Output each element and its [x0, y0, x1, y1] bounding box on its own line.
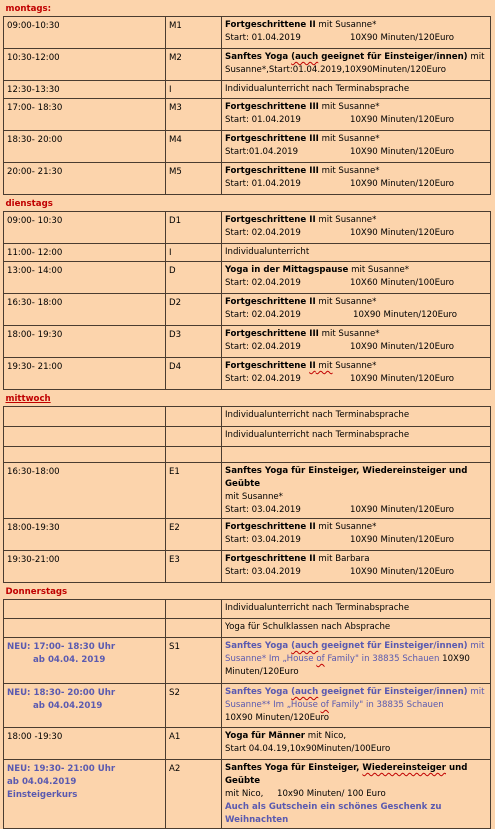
course-code: M2 [166, 49, 222, 81]
course-code: I [166, 81, 222, 99]
course-code [166, 427, 222, 447]
course-cell: Fortgeschrittene II mit Susanne* Start: 03.04.2019 10X90 Minuten/120Euro [222, 519, 491, 551]
day-heading-monday: montags: [5, 4, 52, 14]
course-cell: Fortgeschrittene III mit Susanne* Start: 01.04.2019 10X90 Minuten/120Euro [222, 163, 491, 195]
time-cell: 09:00-10:30 [4, 17, 166, 49]
course-cell: Individualunterricht nach Terminabsprache [222, 427, 491, 447]
table-row [4, 447, 491, 463]
time-cell: 18:00-19:30 [4, 519, 166, 551]
course-code: M3 [166, 99, 222, 131]
table-row [4, 81, 491, 99]
time-cell: 16:30- 18:00 [4, 294, 166, 326]
table-row [4, 17, 491, 49]
table-row [4, 600, 491, 619]
course-code: D2 [166, 294, 222, 326]
course-cell: Individualunterricht nach Terminabsprache [222, 600, 491, 619]
course-code [166, 407, 222, 427]
time-cell: 12:30-13:30 [4, 81, 166, 99]
course-code: I [166, 244, 222, 262]
time-cell: 11:00- 12:00 [4, 244, 166, 262]
course-code: D3 [166, 326, 222, 358]
course-code: E3 [166, 551, 222, 583]
course-code [166, 619, 222, 638]
course-code: E1 [166, 463, 222, 519]
time-cell: 13:00- 14:00 [4, 262, 166, 294]
course-code: A1 [166, 728, 222, 760]
course-cell: Sanftes Yoga für Einsteiger, Wiedereinsteiger und Geübte mit Nico, 10x90 Minuten/ 100 Euro Auch als Gutschein ein schönes Geschenk zu Weihnachten [222, 760, 491, 829]
course-cell: Yoga in der Mittagspause mit Susanne* Start: 02.04.2019 10X60 Minuten/100Euro [222, 262, 491, 294]
course-code: D1 [166, 212, 222, 244]
time-cell: 19:30-21:00 [4, 551, 166, 583]
table-row [4, 407, 491, 427]
table-row [4, 49, 491, 81]
table-row [4, 684, 491, 728]
time-cell: NEU: 17:00- 18:30 Uhr ab 04.04. 2019 [4, 638, 166, 684]
table-row [4, 619, 491, 638]
course-code: M4 [166, 131, 222, 163]
table-row [4, 326, 491, 358]
course-cell: Sanftes Yoga für Einsteiger, Wiedereinsteiger und Geübte mit Susanne* Start: 03.04.2019 10X90 Minuten/120Euro [222, 463, 491, 519]
table-row [4, 551, 491, 583]
time-cell: 17:00- 18:30 [4, 99, 166, 131]
table-row [4, 294, 491, 326]
course-cell: Yoga für Schulklassen nach Absprache [222, 619, 491, 638]
table-row [4, 262, 491, 294]
course-cell: Fortgeschrittene II mit Susanne* Start: 02.04.2019 10X90 Minuten/120Euro [222, 294, 491, 326]
time-cell: 18:00 -19:30 [4, 728, 166, 760]
table-row [4, 760, 491, 829]
day-heading-wednesday: mittwoch [5, 394, 51, 404]
course-code [166, 447, 222, 463]
table-row [4, 163, 491, 195]
schedule-table [3, 0, 491, 829]
course-cell: Fortgeschrittene II mit Susanne* Start: 02.04.2019 10X90 Minuten/120Euro [222, 358, 491, 390]
course-cell: Fortgeschrittene II mit Barbara Start: 03.04.2019 10X90 Minuten/120Euro [222, 551, 491, 583]
table-row [4, 728, 491, 760]
course-cell: Individualunterricht [222, 244, 491, 262]
time-cell [4, 447, 166, 463]
course-cell: Fortgeschrittene III mit Susanne* Start:01.04.2019 10X90 Minuten/120Euro [222, 131, 491, 163]
table-row [4, 244, 491, 262]
time-cell [4, 619, 166, 638]
course-cell: Fortgeschrittene II mit Susanne* Start: 01.04.2019 10X90 Minuten/120Euro [222, 17, 491, 49]
time-cell: 19:30- 21:00 [4, 358, 166, 390]
table-row [4, 358, 491, 390]
course-cell: Fortgeschrittene III mit Susanne* Start: 01.04.2019 10X90 Minuten/120Euro [222, 99, 491, 131]
course-code: D [166, 262, 222, 294]
course-code: D4 [166, 358, 222, 390]
course-cell [222, 447, 491, 463]
table-row [4, 131, 491, 163]
time-cell: 18:30- 20:00 [4, 131, 166, 163]
course-code: E2 [166, 519, 222, 551]
course-cell: Yoga für Männer mit Nico, Start 04.04.19,10x90Minuten/100Euro [222, 728, 491, 760]
table-row [4, 427, 491, 447]
course-code [166, 600, 222, 619]
table-row [4, 519, 491, 551]
table-row [4, 463, 491, 519]
table-row [4, 638, 491, 684]
course-code: M5 [166, 163, 222, 195]
course-cell: Sanftes Yoga (auch geeignet für Einsteiger/innen) mit Susanne* Im „House of Family" in 38835 Schauen 10X90 Minuten/120Euro [222, 638, 491, 684]
course-code: S1 [166, 638, 222, 684]
course-cell: Fortgeschrittene II mit Susanne* Start: 02.04.2019 10X90 Minuten/120Euro [222, 212, 491, 244]
course-code: S2 [166, 684, 222, 728]
time-cell: 18:00- 19:30 [4, 326, 166, 358]
table-row [4, 99, 491, 131]
time-cell: 10:30-12:00 [4, 49, 166, 81]
course-code: M1 [166, 17, 222, 49]
course-cell: Sanftes Yoga (auch geeignet für Einsteiger/innen) mit Susanne*,Start:01.04.2019,10X90Minuten/120Euro [222, 49, 491, 81]
course-code: A2 [166, 760, 222, 829]
time-cell: NEU: 19:30- 21:00 Uhr ab 04.04.2019 Einsteigerkurs [4, 760, 166, 829]
course-cell: Individualunterricht nach Terminabsprache [222, 81, 491, 99]
course-cell: Fortgeschrittene III mit Susanne* Start: 02.04.2019 10X90 Minuten/120Euro [222, 326, 491, 358]
time-cell [4, 427, 166, 447]
course-cell: Sanftes Yoga (auch geeignet für Einsteiger/innen) mit Susanne** Im „House of Family" in 38835 Schauen 10X90 Minuten/120Euro [222, 684, 491, 728]
time-cell: 20:00- 21:30 [4, 163, 166, 195]
time-cell: NEU: 18:30- 20:00 Uhr ab 04.04.2019 [4, 684, 166, 728]
course-cell: Individualunterricht nach Terminabsprache [222, 407, 491, 427]
day-heading-thursday: Donnerstags [5, 587, 68, 597]
time-cell: 16:30-18:00 [4, 463, 166, 519]
table-row [4, 212, 491, 244]
time-cell: 09:00- 10:30 [4, 212, 166, 244]
time-cell [4, 407, 166, 427]
time-cell [4, 600, 166, 619]
day-heading-tuesday: dienstags [5, 199, 53, 209]
